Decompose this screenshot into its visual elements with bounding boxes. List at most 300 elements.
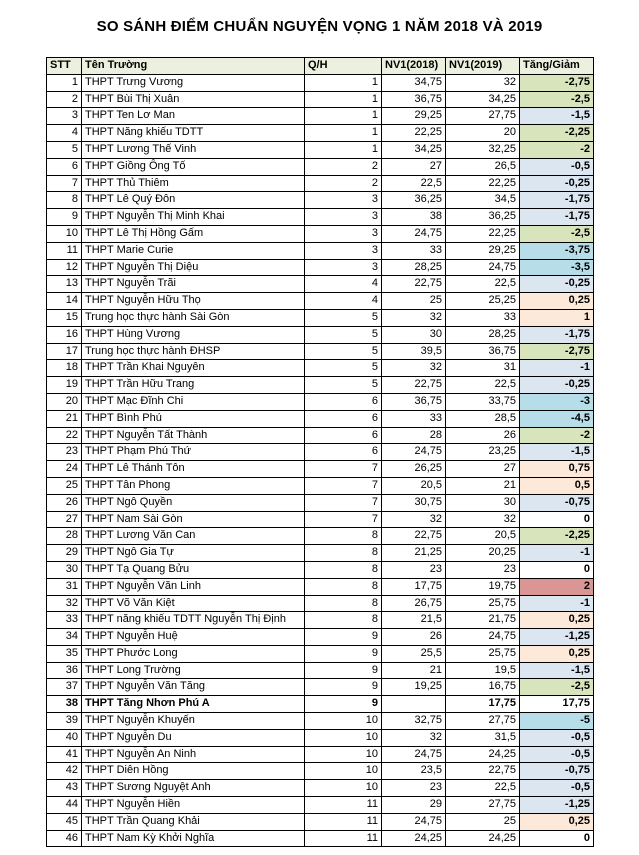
nv1-2018-cell: 34,75 [382,74,446,91]
nv1-2018-cell: 28 [382,427,446,444]
table-row [47,175,594,192]
stt-cell: 5 [47,141,82,158]
table-row [47,444,594,461]
stt-cell: 4 [47,125,82,142]
change-cell: 0 [520,511,594,528]
nv1-2019-cell: 22,5 [446,377,520,394]
nv1-2018-cell: 30,75 [382,494,446,511]
school-name-cell: THPT Ngô Quyền [82,494,305,511]
stt-cell: 22 [47,427,82,444]
table-row [47,729,594,746]
change-cell: -2,5 [520,679,594,696]
school-name-cell: THPT Nguyễn Trãi [82,276,305,293]
change-cell: -2,75 [520,74,594,91]
stt-cell: 32 [47,595,82,612]
table-row [47,393,594,410]
stt-cell: 23 [47,444,82,461]
table-row [47,746,594,763]
change-cell: -1,25 [520,629,594,646]
column-header-stt: STT [47,58,82,75]
district-cell: 5 [305,326,382,343]
nv1-2019-cell: 28,5 [446,410,520,427]
nv1-2018-cell: 29 [382,797,446,814]
school-name-cell: THPT Hùng Vương [82,326,305,343]
district-cell: 1 [305,108,382,125]
nv1-2018-cell: 36,75 [382,393,446,410]
column-header-nv1-2019: NV1(2019) [446,58,520,75]
stt-cell: 38 [47,696,82,713]
school-name-cell: THPT Võ Văn Kiệt [82,595,305,612]
school-name-cell: THPT Nguyễn Tất Thành [82,427,305,444]
nv1-2019-cell: 22,5 [446,780,520,797]
nv1-2019-cell: 23,25 [446,444,520,461]
stt-cell: 11 [47,242,82,259]
school-name-cell: THPT Marie Curie [82,242,305,259]
change-cell: -0,5 [520,729,594,746]
district-cell: 5 [305,377,382,394]
nv1-2018-cell: 23,5 [382,763,446,780]
nv1-2019-cell: 25,75 [446,595,520,612]
district-cell: 4 [305,293,382,310]
table-row [47,309,594,326]
stt-cell: 1 [47,74,82,91]
district-cell: 4 [305,276,382,293]
change-cell: -1,5 [520,662,594,679]
nv1-2019-cell: 36,75 [446,343,520,360]
change-cell: -3 [520,393,594,410]
change-cell: -4,5 [520,410,594,427]
nv1-2019-cell: 22,75 [446,763,520,780]
change-cell: -5 [520,713,594,730]
school-name-cell: THPT Diên Hồng [82,763,305,780]
nv1-2018-cell: 24,75 [382,225,446,242]
school-name-cell: THPT Trần Quang Khải [82,813,305,830]
table-row [47,595,594,612]
stt-cell: 25 [47,477,82,494]
nv1-2019-cell: 27,75 [446,713,520,730]
district-cell: 9 [305,696,382,713]
nv1-2019-cell: 33 [446,309,520,326]
change-cell: -2,25 [520,528,594,545]
school-name-cell: THPT Lê Thánh Tôn [82,461,305,478]
school-name-cell: THPT năng khiếu TDTT Nguyễn Thị Định [82,612,305,629]
district-cell: 8 [305,528,382,545]
nv1-2018-cell: 22,75 [382,377,446,394]
nv1-2018-cell: 24,75 [382,444,446,461]
stt-cell: 30 [47,561,82,578]
nv1-2018-cell: 32 [382,729,446,746]
change-cell: 1 [520,309,594,326]
nv1-2018-cell: 23 [382,561,446,578]
nv1-2018-cell: 23 [382,780,446,797]
change-cell: -3,5 [520,259,594,276]
school-name-cell: THPT Phạm Phú Thứ [82,444,305,461]
change-cell: -0,25 [520,276,594,293]
stt-cell: 46 [47,830,82,847]
stt-cell: 44 [47,797,82,814]
school-name-cell: THPT Nguyễn Văn Linh [82,578,305,595]
district-cell: 8 [305,595,382,612]
change-cell: -1,5 [520,108,594,125]
change-cell: 0,75 [520,461,594,478]
school-name-cell: THPT Thủ Thiêm [82,175,305,192]
district-cell: 1 [305,91,382,108]
district-cell: 3 [305,225,382,242]
district-cell: 10 [305,713,382,730]
change-cell: -2,75 [520,343,594,360]
change-cell: -2,5 [520,225,594,242]
district-cell: 8 [305,578,382,595]
nv1-2018-cell: 34,25 [382,141,446,158]
nv1-2018-cell: 21 [382,662,446,679]
stt-cell: 21 [47,410,82,427]
stt-cell: 26 [47,494,82,511]
district-cell: 1 [305,74,382,91]
district-cell: 5 [305,360,382,377]
stt-cell: 35 [47,645,82,662]
score-comparison-table [46,57,594,847]
school-name-cell: Trung học thực hành ĐHSP [82,343,305,360]
school-name-cell: THPT Nguyễn Thị Minh Khai [82,209,305,226]
nv1-2018-cell: 21,25 [382,545,446,562]
nv1-2019-cell: 32,25 [446,141,520,158]
district-cell: 1 [305,125,382,142]
district-cell: 6 [305,444,382,461]
stt-cell: 10 [47,225,82,242]
change-cell: -1,75 [520,326,594,343]
table-row [47,797,594,814]
table-row [47,343,594,360]
nv1-2019-cell: 21 [446,477,520,494]
nv1-2019-cell: 30 [446,494,520,511]
nv1-2018-cell: 20,5 [382,477,446,494]
change-cell: -0,75 [520,494,594,511]
district-cell: 8 [305,545,382,562]
change-cell: 0 [520,561,594,578]
school-name-cell: THPT Nguyễn Huệ [82,629,305,646]
table-row [47,763,594,780]
nv1-2019-cell: 33,75 [446,393,520,410]
district-cell: 10 [305,746,382,763]
school-name-cell: Trung học thực hành Sài Gòn [82,309,305,326]
school-name-cell: THPT Ten Lơ Man [82,108,305,125]
nv1-2019-cell: 20 [446,125,520,142]
stt-cell: 3 [47,108,82,125]
nv1-2019-cell: 21,75 [446,612,520,629]
nv1-2019-cell: 27,75 [446,108,520,125]
school-name-cell: THPT Năng khiếu TDTT [82,125,305,142]
school-name-cell: THPT Tân Phong [82,477,305,494]
district-cell: 2 [305,158,382,175]
table-row [47,192,594,209]
district-cell: 3 [305,242,382,259]
table-row [47,494,594,511]
district-cell: 6 [305,393,382,410]
table-row [47,410,594,427]
table-row [47,427,594,444]
school-name-cell: THPT Mạc Đĩnh Chi [82,393,305,410]
change-cell: -2,25 [520,125,594,142]
school-name-cell: THPT Trần Khai Nguyên [82,360,305,377]
nv1-2019-cell: 24,25 [446,830,520,847]
stt-cell: 7 [47,175,82,192]
district-cell: 11 [305,797,382,814]
change-cell: -2,5 [520,91,594,108]
table-row [47,209,594,226]
column-header-change: Tăng/Giảm [520,58,594,75]
nv1-2019-cell: 19,75 [446,578,520,595]
stt-cell: 42 [47,763,82,780]
stt-cell: 17 [47,343,82,360]
nv1-2019-cell: 27,75 [446,797,520,814]
nv1-2018-cell: 32 [382,309,446,326]
stt-cell: 6 [47,158,82,175]
table-row [47,679,594,696]
table-row [47,780,594,797]
table-row [47,360,594,377]
table-row [47,225,594,242]
school-name-cell: THPT Nguyễn Hữu Thọ [82,293,305,310]
column-header-nv1-2018: NV1(2018) [382,58,446,75]
column-header-school-name: Tên Trường [82,58,305,75]
school-name-cell: THPT Nguyễn Hiền [82,797,305,814]
district-cell: 8 [305,561,382,578]
table-row [47,74,594,91]
table-row [47,528,594,545]
nv1-2019-cell: 25,25 [446,293,520,310]
district-cell: 9 [305,645,382,662]
stt-cell: 24 [47,461,82,478]
stt-cell: 29 [47,545,82,562]
nv1-2019-cell: 20,5 [446,528,520,545]
change-cell: -2 [520,141,594,158]
change-cell: -2 [520,427,594,444]
stt-cell: 40 [47,729,82,746]
stt-cell: 14 [47,293,82,310]
district-cell: 3 [305,192,382,209]
nv1-2019-cell: 32 [446,511,520,528]
table-row [47,91,594,108]
table-row [47,813,594,830]
district-cell: 7 [305,511,382,528]
nv1-2018-cell: 29,25 [382,108,446,125]
district-cell: 10 [305,729,382,746]
district-cell: 7 [305,494,382,511]
district-cell: 5 [305,343,382,360]
nv1-2019-cell: 24,25 [446,746,520,763]
change-cell: -0,75 [520,763,594,780]
stt-cell: 8 [47,192,82,209]
nv1-2018-cell: 32 [382,511,446,528]
district-cell: 7 [305,461,382,478]
table-row [47,141,594,158]
nv1-2019-cell: 26,5 [446,158,520,175]
district-cell: 9 [305,662,382,679]
table-row [47,477,594,494]
change-cell: -1,75 [520,209,594,226]
table-row [47,377,594,394]
school-name-cell: THPT Lê Quý Đôn [82,192,305,209]
school-name-cell: THPT Nguyễn Thị Diệu [82,259,305,276]
table-row [47,696,594,713]
stt-cell: 45 [47,813,82,830]
school-name-cell: THPT Phước Long [82,645,305,662]
school-name-cell: THPT Nguyễn An Ninh [82,746,305,763]
nv1-2019-cell: 26 [446,427,520,444]
stt-cell: 2 [47,91,82,108]
district-cell: 9 [305,679,382,696]
school-name-cell: THPT Giồng Ông Tố [82,158,305,175]
stt-cell: 33 [47,612,82,629]
table-row [47,276,594,293]
stt-cell: 9 [47,209,82,226]
change-cell: -0,25 [520,175,594,192]
nv1-2019-cell: 28,25 [446,326,520,343]
nv1-2019-cell: 36,25 [446,209,520,226]
district-cell: 6 [305,427,382,444]
nv1-2019-cell: 29,25 [446,242,520,259]
school-name-cell: THPT Bùi Thị Xuân [82,91,305,108]
change-cell: -1,5 [520,444,594,461]
nv1-2019-cell: 22,25 [446,175,520,192]
change-cell: -0,25 [520,377,594,394]
nv1-2018-cell: 27 [382,158,446,175]
nv1-2018-cell: 25 [382,293,446,310]
nv1-2018-cell: 24,75 [382,813,446,830]
district-cell: 10 [305,763,382,780]
stt-cell: 18 [47,360,82,377]
district-cell: 6 [305,410,382,427]
nv1-2018-cell: 25,5 [382,645,446,662]
district-cell: 11 [305,813,382,830]
school-name-cell: THPT Ngô Gia Tự [82,545,305,562]
district-cell: 1 [305,141,382,158]
nv1-2019-cell: 31,5 [446,729,520,746]
change-cell: -1 [520,360,594,377]
table-row [47,293,594,310]
district-cell: 10 [305,780,382,797]
nv1-2018-cell: 24,75 [382,746,446,763]
nv1-2019-cell: 20,25 [446,545,520,562]
change-cell: 0 [520,830,594,847]
table-row [47,242,594,259]
nv1-2018-cell: 22,75 [382,528,446,545]
change-cell: -1,75 [520,192,594,209]
table-row [47,612,594,629]
column-header-district: Q/H [305,58,382,75]
stt-cell: 12 [47,259,82,276]
stt-cell: 28 [47,528,82,545]
stt-cell: 27 [47,511,82,528]
nv1-2019-cell: 25,75 [446,645,520,662]
table-row [47,158,594,175]
nv1-2019-cell: 24,75 [446,629,520,646]
district-cell: 7 [305,477,382,494]
stt-cell: 16 [47,326,82,343]
stt-cell: 31 [47,578,82,595]
nv1-2019-cell: 32 [446,74,520,91]
nv1-2018-cell: 33 [382,242,446,259]
district-cell: 9 [305,629,382,646]
table-row [47,561,594,578]
page-title: SO SÁNH ĐIỂM CHUẨN NGUYỆN VỌNG 1 NĂM 2018 VÀ 2019 [96,18,543,35]
nv1-2019-cell: 34,25 [446,91,520,108]
change-cell: 0,25 [520,645,594,662]
change-cell: -1 [520,545,594,562]
stt-cell: 34 [47,629,82,646]
school-name-cell: THPT Tăng Nhơn Phú A [82,696,305,713]
school-name-cell: THPT Nam Kỳ Khởi Nghĩa [82,830,305,847]
table-row [47,578,594,595]
change-cell: -0,5 [520,780,594,797]
school-name-cell: THPT Trưng Vương [82,74,305,91]
stt-cell: 36 [47,662,82,679]
district-cell: 11 [305,830,382,847]
change-cell: 0,25 [520,813,594,830]
nv1-2018-cell: 26,25 [382,461,446,478]
stt-cell: 13 [47,276,82,293]
district-cell: 3 [305,259,382,276]
school-name-cell: THPT Nguyễn Du [82,729,305,746]
nv1-2018-cell: 22,75 [382,276,446,293]
nv1-2018-cell: 36,75 [382,91,446,108]
nv1-2018-cell [382,696,446,713]
school-name-cell: THPT Lê Thị Hồng Gấm [82,225,305,242]
nv1-2019-cell: 24,75 [446,259,520,276]
change-cell: -3,75 [520,242,594,259]
stt-cell: 39 [47,713,82,730]
nv1-2018-cell: 24,25 [382,830,446,847]
change-cell: 0,25 [520,293,594,310]
school-name-cell: THPT Sương Nguyệt Anh [82,780,305,797]
nv1-2018-cell: 36,25 [382,192,446,209]
nv1-2018-cell: 38 [382,209,446,226]
nv1-2019-cell: 22,5 [446,276,520,293]
stt-cell: 19 [47,377,82,394]
header-row [47,58,594,75]
school-name-cell: THPT Nam Sài Gòn [82,511,305,528]
table-row [47,545,594,562]
nv1-2018-cell: 33 [382,410,446,427]
table-body [47,74,594,847]
stt-cell: 20 [47,393,82,410]
nv1-2019-cell: 31 [446,360,520,377]
change-cell: -1 [520,595,594,612]
stt-cell: 37 [47,679,82,696]
table-row [47,511,594,528]
table-row [47,108,594,125]
nv1-2018-cell: 26,75 [382,595,446,612]
district-cell: 2 [305,175,382,192]
nv1-2019-cell: 17,75 [446,696,520,713]
nv1-2018-cell: 32 [382,360,446,377]
table-row [47,259,594,276]
stt-cell: 43 [47,780,82,797]
nv1-2018-cell: 28,25 [382,259,446,276]
school-name-cell: THPT Lương Văn Can [82,528,305,545]
school-name-cell: THPT Trần Hữu Trang [82,377,305,394]
change-cell: 0,5 [520,477,594,494]
table-row [47,662,594,679]
nv1-2018-cell: 22,25 [382,125,446,142]
district-cell: 3 [305,209,382,226]
nv1-2019-cell: 22,25 [446,225,520,242]
nv1-2018-cell: 32,75 [382,713,446,730]
table-row [47,645,594,662]
nv1-2019-cell: 25 [446,813,520,830]
table-row [47,125,594,142]
change-cell: -1,25 [520,797,594,814]
